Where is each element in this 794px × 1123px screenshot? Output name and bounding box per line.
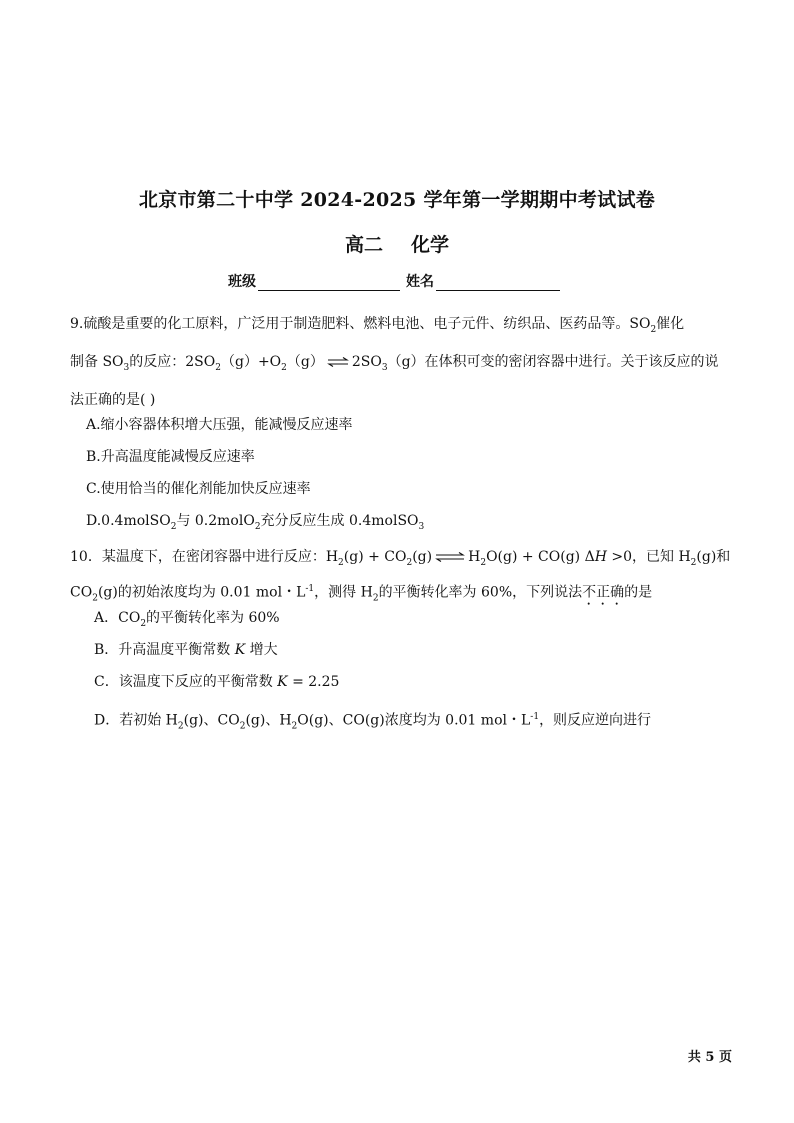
class-label: 班级	[228, 274, 256, 290]
page-count: 共 5 页	[687, 1050, 732, 1065]
reversible-arrow-icon	[327, 357, 349, 367]
q10-line2: $CO_2(g)$的初始浓度均为 0.01 mol・$L^{-1}$，测得 $H_2$的平衡转化率为 60%，下列说法不正确的是	[70, 584, 653, 604]
name-blank[interactable]	[436, 276, 560, 291]
class-blank[interactable]	[258, 276, 400, 291]
q9-option-c[interactable]: C.使用恰当的催化剂能加快反应速率	[86, 481, 311, 497]
exam-subtitle	[0, 230, 794, 257]
exam-title: 北京市第二十中学 2024-2025 学年第一学期期中考试试卷	[138, 189, 656, 211]
q10-option-c[interactable]: C．该温度下反应的平衡常数 K = 2.25	[94, 674, 340, 690]
grade-label: 高二	[344, 234, 383, 256]
q9-line1: 9.硫酸是重要的化工原料，广泛用于制造肥料、燃料电池、电子元件、纺织品、医药品等。$SO_2$催化	[70, 316, 685, 335]
reversible-arrow-icon	[435, 552, 465, 562]
q10-option-b[interactable]: B．升高温度平衡常数 K 增大	[94, 642, 278, 658]
q9-option-a[interactable]: A.缩小容器体积增大压强，能减慢反应速率	[86, 417, 353, 433]
q10-line1: 10．某温度下，在密闭容器中进行反应：$H_2(g) + CO_2(g) H_2O(g) + CO(g)$ ΔH >0，已知 $H_2(g)$和	[70, 549, 731, 568]
q10-option-d[interactable]: D．若初始 $H_2(g)$、$CO_2(g)$、$H_2O(g)$、CO(g)浓度均为 0.01 mol・$L^{-1}$，则反应逆向进行	[94, 712, 652, 732]
q9-option-d[interactable]: D.0.4molSO$_2$与 0.2molO$_2$充分反应生成 0.4molSO$_3$	[86, 513, 425, 532]
q9-option-b[interactable]: B.升高温度能减慢反应速率	[86, 449, 255, 465]
question-9	[70, 313, 730, 412]
name-label: 姓名	[406, 274, 434, 290]
q9-line3: 法正确的是( )	[70, 391, 156, 408]
subject-label: 化学	[411, 234, 450, 256]
emphasis-not-correct: 不正确	[582, 584, 625, 601]
q10-option-a[interactable]: A．$CO_2$的平衡转化率为 60%	[94, 610, 280, 629]
q9-line2: 制备 $SO_3$的反应：$2SO_2(g)+O_2(g)$ $2SO_3(g)$在体积可变的密闭容器中进行。关于该反应的说	[70, 353, 719, 373]
student-info	[0, 271, 794, 291]
